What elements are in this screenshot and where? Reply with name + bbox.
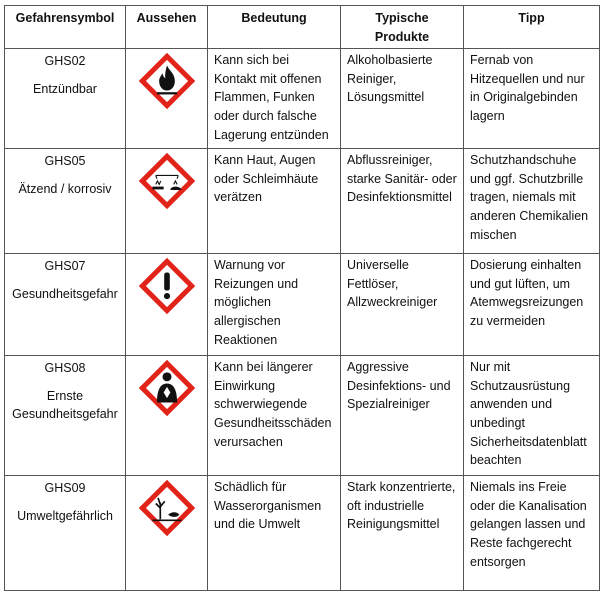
ghs-table: [4, 5, 600, 591]
header-symbol: Gefahrensymbol: [5, 6, 126, 49]
corrosion-pictogram-icon: [139, 153, 195, 209]
header-tip: Tipp: [464, 6, 600, 49]
meaning-cell: Kann bei längerer Einwirkung schwerwiegende Gesundheitsschäden verursachen: [208, 356, 341, 476]
appearance-cell: [126, 149, 208, 254]
tip-cell: Fernab von Hitzequellen und nur in Originalgebinden lagern: [464, 49, 600, 149]
symbol-cell: [5, 476, 126, 591]
table-row: [5, 476, 600, 591]
appearance-cell: [126, 49, 208, 149]
hazard-name: Gesundheitsgefahr: [12, 286, 118, 301]
environment-pictogram-icon: [139, 480, 195, 536]
header-appearance: Aussehen: [126, 6, 208, 49]
ghs-code: GHS02: [44, 54, 86, 69]
table-row: [5, 254, 600, 356]
products-cell: Alkoholbasierte Reiniger, Lösungsmittel: [341, 49, 464, 149]
appearance-cell: [126, 356, 208, 476]
symbol-cell: [5, 149, 126, 254]
table-row: [5, 149, 600, 254]
table-row: [5, 356, 600, 476]
table-row: [5, 49, 600, 149]
hazard-name: Ätzend / korrosiv: [18, 181, 112, 196]
tip-cell: Niemals ins Freie oder die Kanalisation gelangen lassen und Reste fachgerecht entsorgen: [464, 476, 600, 591]
ghs-code: GHS05: [44, 154, 86, 169]
header-meaning: Bedeutung: [208, 6, 341, 49]
products-cell: Stark konzentrierte, oft industrielle Reinigungsmittel: [341, 476, 464, 591]
meaning-cell: Kann Haut, Augen oder Schleimhäute verätzen: [208, 149, 341, 254]
meaning-cell: Schädlich für Wasserorganismen und die Umwelt: [208, 476, 341, 591]
meaning-cell: Warnung vor Reizungen und möglichen allergischen Reaktionen: [208, 254, 341, 356]
ghs-code: GHS07: [44, 259, 86, 274]
tip-cell: Nur mit Schutzausrüstung anwenden und unbedingt Sicherheitsdatenblatt beachten: [464, 356, 600, 476]
ghs-code: GHS09: [44, 481, 86, 496]
appearance-cell: [126, 476, 208, 591]
exclamation-pictogram-icon: [139, 258, 195, 314]
header-products: Typische Produkte: [341, 6, 464, 49]
products-cell: Universelle Fettlöser, Allzweckreiniger: [341, 254, 464, 356]
symbol-cell: [5, 49, 126, 149]
products-cell: Abflussreiniger, starke Sanitär- oder Desinfektionsmittel: [341, 149, 464, 254]
tip-cell: Dosierung einhalten und gut lüften, um Atemwegsreizungen zu vermeiden: [464, 254, 600, 356]
health-hazard-pictogram-icon: [139, 360, 195, 416]
hazard-name: Ernste Gesundheitsgefahr: [12, 388, 118, 422]
ghs-code: GHS08: [44, 361, 86, 376]
header-row: [5, 6, 600, 49]
hazard-name: Entzündbar: [33, 81, 97, 96]
flame-pictogram-icon: [139, 53, 195, 109]
symbol-cell: [5, 254, 126, 356]
symbol-cell: [5, 356, 126, 476]
appearance-cell: [126, 254, 208, 356]
hazard-name: Umweltgefährlich: [17, 508, 113, 523]
meaning-cell: Kann sich bei Kontakt mit offenen Flammen, Funken oder durch falsche Lagerung entzünden: [208, 49, 341, 149]
tip-cell: Schutzhandschuhe und ggf. Schutzbrille tragen, niemals mit anderen Chemikalien mischen: [464, 149, 600, 254]
products-cell: Aggressive Desinfektions- und Spezialreiniger: [341, 356, 464, 476]
